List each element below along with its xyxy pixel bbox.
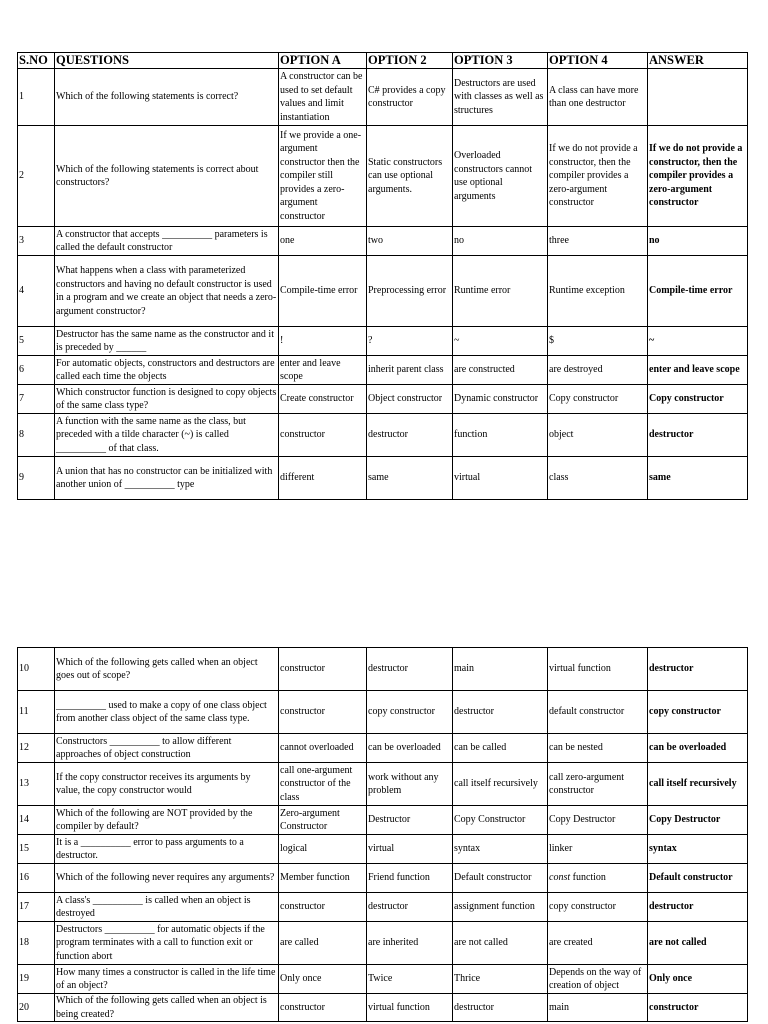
option-a: are called bbox=[279, 922, 367, 965]
answer: destructor bbox=[648, 414, 748, 457]
table-row bbox=[18, 385, 748, 414]
option-4: virtual function bbox=[548, 648, 648, 691]
option-2: destructor bbox=[367, 414, 453, 457]
header-option-2: OPTION 2 bbox=[367, 53, 453, 69]
option-4: Depends on the way of creation of object bbox=[548, 965, 648, 994]
option-a: constructor bbox=[279, 893, 367, 922]
question-text: A function with the same name as the class, but preceded with a tilde character (~) is called __________ of that class. bbox=[55, 414, 279, 457]
option-4: copy constructor bbox=[548, 893, 648, 922]
question-number: 8 bbox=[18, 414, 55, 457]
question-text: A union that has no constructor can be initialized with another union of __________ type bbox=[55, 457, 279, 500]
option-3: assignment function bbox=[453, 893, 548, 922]
option-3: Default constructor bbox=[453, 864, 548, 893]
option-3: are not called bbox=[453, 922, 548, 965]
table-row bbox=[18, 414, 748, 457]
question-number: 15 bbox=[18, 835, 55, 864]
option-a: Compile-time error bbox=[279, 256, 367, 327]
table-row bbox=[18, 648, 748, 691]
question-text: __________ used to make a copy of one class object from another class object of the same class type. bbox=[55, 691, 279, 734]
option-2: ? bbox=[367, 327, 453, 356]
answer: Default constructor bbox=[648, 864, 748, 893]
option-a: If we provide a one-argument constructor then the compiler still provides a zero-argument constructor bbox=[279, 126, 367, 227]
question-text: Which of the following never requires any arguments? bbox=[55, 864, 279, 893]
table-row bbox=[18, 457, 748, 500]
question-number: 5 bbox=[18, 327, 55, 356]
option-3: Overloaded constructors cannot use optional arguments bbox=[453, 126, 548, 227]
question-number: 12 bbox=[18, 734, 55, 763]
table-row bbox=[18, 763, 748, 806]
table-row bbox=[18, 227, 748, 256]
table-row bbox=[18, 691, 748, 734]
question-text: What happens when a class with parameterized constructors and having no default constructor is used in a program and we create an object that needs a zero-argument constructor? bbox=[55, 256, 279, 327]
option-3: call itself recursively bbox=[453, 763, 548, 806]
table-row bbox=[18, 835, 748, 864]
question-text: Destructors __________ for automatic objects if the program terminates with a call to function exit or function abort bbox=[55, 922, 279, 965]
table-row bbox=[18, 922, 748, 965]
option-a: different bbox=[279, 457, 367, 500]
answer: Copy constructor bbox=[648, 385, 748, 414]
table-row bbox=[18, 806, 748, 835]
answer: destructor bbox=[648, 893, 748, 922]
option-3: destructor bbox=[453, 994, 548, 1022]
option-a: cannot overloaded bbox=[279, 734, 367, 763]
option-3: function bbox=[453, 414, 548, 457]
option-2: Twice bbox=[367, 965, 453, 994]
header-row bbox=[18, 53, 748, 69]
option-3: Dynamic constructor bbox=[453, 385, 548, 414]
table-row bbox=[18, 965, 748, 994]
option-3: main bbox=[453, 648, 548, 691]
question-number: 17 bbox=[18, 893, 55, 922]
option-2: Preprocessing error bbox=[367, 256, 453, 327]
question-text: A constructor that accepts __________ parameters is called the default constructor bbox=[55, 227, 279, 256]
option-3: virtual bbox=[453, 457, 548, 500]
option-2: destructor bbox=[367, 648, 453, 691]
option-2: copy constructor bbox=[367, 691, 453, 734]
option-4: three bbox=[548, 227, 648, 256]
answer: syntax bbox=[648, 835, 748, 864]
option-a: constructor bbox=[279, 648, 367, 691]
answer bbox=[648, 69, 748, 126]
answer: Copy Destructor bbox=[648, 806, 748, 835]
question-number: 4 bbox=[18, 256, 55, 327]
option-a: call one-argument constructor of the class bbox=[279, 763, 367, 806]
question-text: Destructor has the same name as the constructor and it is preceded by ______ bbox=[55, 327, 279, 356]
table-row bbox=[18, 327, 748, 356]
header-answer: ANSWER bbox=[648, 53, 748, 69]
option-2: are inherited bbox=[367, 922, 453, 965]
question-number: 19 bbox=[18, 965, 55, 994]
option-2: destructor bbox=[367, 893, 453, 922]
option-4: main bbox=[548, 994, 648, 1022]
question-number: 3 bbox=[18, 227, 55, 256]
option-4: Copy constructor bbox=[548, 385, 648, 414]
question-text: Which constructor function is designed to copy objects of the same class type? bbox=[55, 385, 279, 414]
answer: call itself recursively bbox=[648, 763, 748, 806]
table-row bbox=[18, 994, 748, 1022]
question-text: How many times a constructor is called in the life time of an object? bbox=[55, 965, 279, 994]
answer: If we do not provide a constructor, then the compiler provides a zero-argument constructor bbox=[648, 126, 748, 227]
table-row bbox=[18, 126, 748, 227]
option-a: logical bbox=[279, 835, 367, 864]
option-2: C# provides a copy constructor bbox=[367, 69, 453, 126]
option-2: Friend function bbox=[367, 864, 453, 893]
answer: enter and leave scope bbox=[648, 356, 748, 385]
header-option-a: OPTION A bbox=[279, 53, 367, 69]
question-text: Which of the following are NOT provided by the compiler by default? bbox=[55, 806, 279, 835]
question-text: Which of the following statements is correct? bbox=[55, 69, 279, 126]
option-4: linker bbox=[548, 835, 648, 864]
option-3: can be called bbox=[453, 734, 548, 763]
option-2: Destructor bbox=[367, 806, 453, 835]
option-4: object bbox=[548, 414, 648, 457]
option-4: Copy Destructor bbox=[548, 806, 648, 835]
option-2: two bbox=[367, 227, 453, 256]
question-number: 18 bbox=[18, 922, 55, 965]
answer: can be overloaded bbox=[648, 734, 748, 763]
table-row bbox=[18, 69, 748, 126]
option-2: Object constructor bbox=[367, 385, 453, 414]
question-number: 11 bbox=[18, 691, 55, 734]
question-text: Which of the following statements is correct about constructors? bbox=[55, 126, 279, 227]
question-text: Constructors __________ to allow different approaches of object construction bbox=[55, 734, 279, 763]
option-4: If we do not provide a constructor, then the compiler provides a zero-argument constructor bbox=[548, 126, 648, 227]
question-text: Which of the following gets called when an object is being created? bbox=[55, 994, 279, 1022]
option-2: work without any problem bbox=[367, 763, 453, 806]
answer: Only once bbox=[648, 965, 748, 994]
option-4: Runtime exception bbox=[548, 256, 648, 327]
option-a: Only once bbox=[279, 965, 367, 994]
option-2: can be overloaded bbox=[367, 734, 453, 763]
question-number: 14 bbox=[18, 806, 55, 835]
option-a: one bbox=[279, 227, 367, 256]
quiz-table-1 bbox=[17, 52, 748, 500]
quiz-table-2 bbox=[17, 647, 748, 1022]
option-a: constructor bbox=[279, 414, 367, 457]
table-row bbox=[18, 734, 748, 763]
option-a: Create constructor bbox=[279, 385, 367, 414]
question-number: 7 bbox=[18, 385, 55, 414]
question-number: 16 bbox=[18, 864, 55, 893]
option-4-rest: function bbox=[570, 872, 606, 884]
answer: destructor bbox=[648, 648, 748, 691]
table-row bbox=[18, 256, 748, 327]
answer: no bbox=[648, 227, 748, 256]
question-number: 2 bbox=[18, 126, 55, 227]
option-4: $ bbox=[548, 327, 648, 356]
question-number: 13 bbox=[18, 763, 55, 806]
answer: ~ bbox=[648, 327, 748, 356]
option-a: enter and leave scope bbox=[279, 356, 367, 385]
option-3: Destructors are used with classes as well as structures bbox=[453, 69, 548, 126]
option-3: Runtime error bbox=[453, 256, 548, 327]
option-4: are destroyed bbox=[548, 356, 648, 385]
answer: are not called bbox=[648, 922, 748, 965]
question-text: A class's __________ is called when an object is destroyed bbox=[55, 893, 279, 922]
option-4-keyword: const bbox=[549, 872, 571, 884]
option-4: can be nested bbox=[548, 734, 648, 763]
option-4: are created bbox=[548, 922, 648, 965]
question-number: 10 bbox=[18, 648, 55, 691]
option-3: destructor bbox=[453, 691, 548, 734]
option-4: class bbox=[548, 457, 648, 500]
question-number: 9 bbox=[18, 457, 55, 500]
option-4: A class can have more than one destructor bbox=[548, 69, 648, 126]
option-2: same bbox=[367, 457, 453, 500]
option-2: Static constructors can use optional arguments. bbox=[367, 126, 453, 227]
question-number: 6 bbox=[18, 356, 55, 385]
table-row bbox=[18, 356, 748, 385]
question-number: 1 bbox=[18, 69, 55, 126]
option-2: inherit parent class bbox=[367, 356, 453, 385]
answer: same bbox=[648, 457, 748, 500]
answer: constructor bbox=[648, 994, 748, 1022]
header-option-3: OPTION 3 bbox=[453, 53, 548, 69]
option-3: ~ bbox=[453, 327, 548, 356]
header-sno: S.NO bbox=[18, 53, 55, 69]
option-4: default constructor bbox=[548, 691, 648, 734]
option-a: Zero-argument Constructor bbox=[279, 806, 367, 835]
question-text: If the copy constructor receives its arguments by value, the copy constructor would bbox=[55, 763, 279, 806]
option-3: are constructed bbox=[453, 356, 548, 385]
option-4: call zero-argument constructor bbox=[548, 763, 648, 806]
table-row bbox=[18, 893, 748, 922]
option-2: virtual bbox=[367, 835, 453, 864]
option-a: ! bbox=[279, 327, 367, 356]
question-number: 20 bbox=[18, 994, 55, 1022]
option-3: syntax bbox=[453, 835, 548, 864]
header-questions: QUESTIONS bbox=[55, 53, 279, 69]
question-text: It is a __________ error to pass arguments to a destructor. bbox=[55, 835, 279, 864]
option-a: Member function bbox=[279, 864, 367, 893]
table-row bbox=[18, 864, 748, 893]
question-text: Which of the following gets called when an object goes out of scope? bbox=[55, 648, 279, 691]
header-option-4: OPTION 4 bbox=[548, 53, 648, 69]
option-a: constructor bbox=[279, 994, 367, 1022]
answer: copy constructor bbox=[648, 691, 748, 734]
option-3: Copy Constructor bbox=[453, 806, 548, 835]
question-text: For automatic objects, constructors and destructors are called each time the objects bbox=[55, 356, 279, 385]
option-2: virtual function bbox=[367, 994, 453, 1022]
option-3: no bbox=[453, 227, 548, 256]
answer: Compile-time error bbox=[648, 256, 748, 327]
option-a: constructor bbox=[279, 691, 367, 734]
option-3: Thrice bbox=[453, 965, 548, 994]
option-4 bbox=[548, 864, 648, 893]
option-a: A constructor can be used to set default values and limit instantiation bbox=[279, 69, 367, 126]
